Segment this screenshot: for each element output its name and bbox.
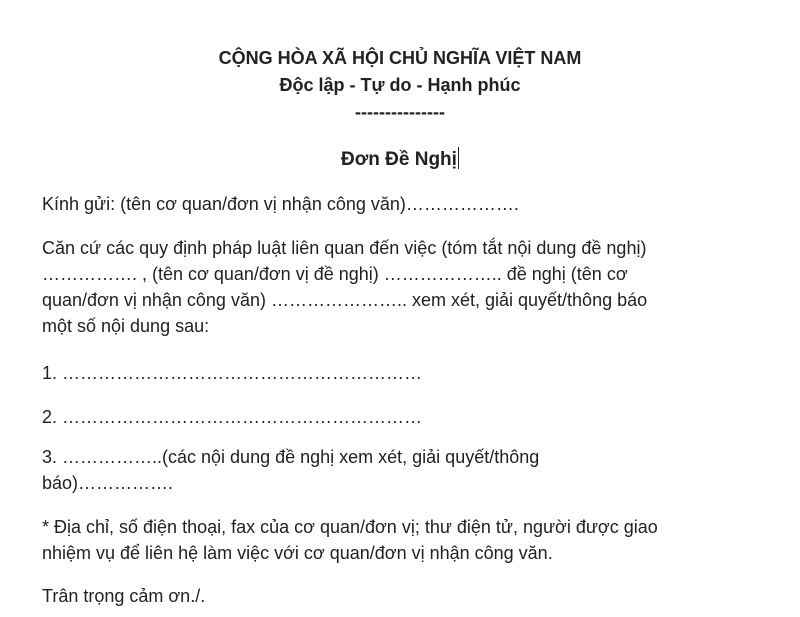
document-title-wrap[interactable] bbox=[0, 147, 800, 171]
request-line-4: một số nội dung sau: bbox=[42, 316, 210, 336]
list-item-3-line-2: báo)……………. bbox=[42, 473, 174, 493]
national-title: CỘNG HÒA XÃ HỘI CHỦ NGHĨA VIỆT NAM bbox=[218, 48, 582, 68]
request-line-1: Căn cứ các quy định pháp luật liên quan đến việc (tóm tắt nội dung đề nghị) bbox=[42, 238, 647, 258]
contact-note-line-1: * Địa chỉ, số điện thoại, fax của cơ quan/đơn vị; thư điện tử, người được giao bbox=[42, 517, 658, 537]
text-caret bbox=[458, 147, 459, 169]
request-line-2: ……………. , (tên cơ quan/đơn vị đề nghị) ……………….. đề nghị (tên cơ bbox=[42, 264, 628, 284]
greeting-line: Kính gửi: (tên cơ quan/đơn vị nhận công văn)………………. bbox=[42, 194, 519, 214]
document-title: Đơn Đề Nghị bbox=[341, 149, 457, 170]
list-item-1: 1. …………………………………………………… bbox=[42, 363, 423, 383]
contact-note-line-2: nhiệm vụ để liên hệ làm việc với cơ quan/đơn vị nhận công văn. bbox=[42, 543, 553, 563]
list-item-2: 2. …………………………………………………… bbox=[42, 407, 423, 427]
closing-line: Trân trọng cảm ơn./. bbox=[42, 586, 206, 606]
request-paragraph bbox=[42, 235, 647, 339]
national-motto: Độc lập - Tự do - Hạnh phúc bbox=[279, 75, 521, 95]
list-item-3-line-1: 3. ……………..(các nội dung đề nghị xem xét, giải quyết/thông bbox=[42, 447, 540, 467]
list-item-3 bbox=[42, 444, 539, 496]
header-divider: --------------- bbox=[355, 102, 445, 122]
contact-note bbox=[42, 514, 658, 566]
request-line-3: quan/đơn vị nhận công văn) ………………….. xem xét, giải quyết/thông báo bbox=[42, 290, 648, 310]
